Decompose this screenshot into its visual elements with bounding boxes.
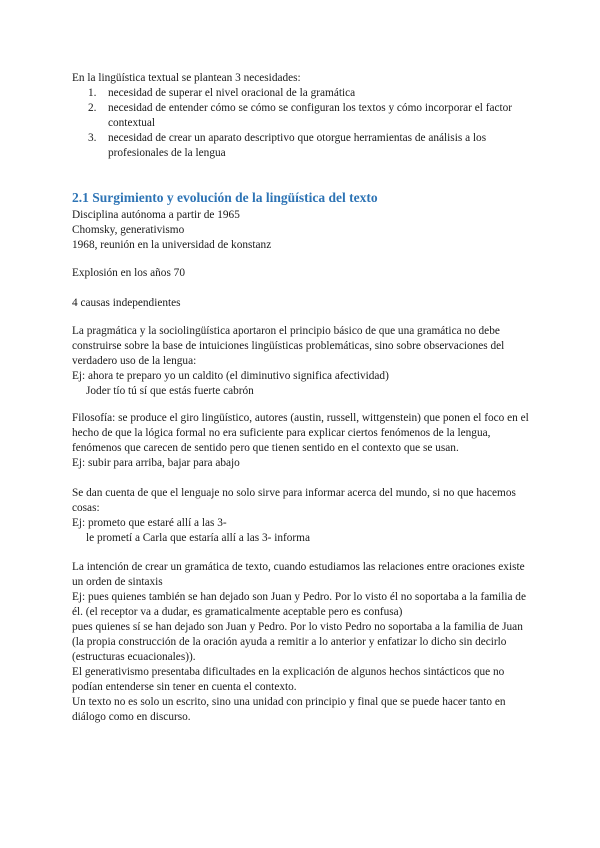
philosophy-example: Ej: subir para arriba, bajar para abajo [72, 457, 240, 469]
explosion-text: Explosión en los años 70 [72, 267, 185, 279]
language-use-text: Se dan cuenta de que el lenguaje no solo sirve para informar acerca del mundo, si no que hacemos cosas: [72, 487, 516, 514]
language-use-example-1: Ej: prometo que estaré allí a las 3- [72, 517, 227, 529]
text-grammar-paragraph: El generativismo presentaba dificultades en la explicación de algunos hechos sintácticos que no podían entenderse sin tener en cuenta el contexto. [72, 666, 505, 693]
causes-text: 4 causas independientes [72, 297, 181, 309]
intro-lead: En la lingüística textual se plantean 3 necesidades: [72, 72, 301, 84]
list-item [72, 101, 532, 131]
pragmatics-example-1: Ej: ahora te preparo yo un caldito (el diminutivo significa afectividad) [72, 370, 389, 382]
text-grammar-paragraph: La intención de crear un gramática de texto, cuando estudiamos las relaciones entre oraciones existe un orden de sintaxis [72, 561, 525, 588]
text-grammar-block [72, 560, 532, 725]
list-number: 1. [88, 87, 97, 99]
list-text: necesidad de entender cómo se cómo se configuran los textos y cómo incorporar el factor contextual [108, 102, 513, 129]
section-line: 1968, reunión en la universidad de konstanz [72, 239, 272, 251]
pragmatics-text: La pragmática y la sociolingüística aportaron el principio básico de que una gramática no debe construirse sobre la base de intuiciones lingüísticas problemáticas, sino sobre observaciones del verdadero uso de la lengua: [72, 325, 505, 367]
text-grammar-paragraph: Un texto no es solo un escrito, sino una unidad con principio y final que se puede hacer tanto en diálogo como en discurso. [72, 696, 506, 723]
pragmatics-block [72, 324, 532, 399]
section-heading: 2.1 Surgimiento y evolución de la lingüística del texto [72, 190, 378, 205]
pragmatics-example-2: Joder tío tú sí que estás fuerte cabrón [86, 385, 254, 397]
list-item [72, 86, 532, 101]
intro-block [72, 71, 532, 161]
section-line: Disciplina autónoma a partir de 1965 [72, 209, 240, 221]
list-text: necesidad de superar el nivel oracional de la gramática [108, 87, 356, 99]
section-line: Chomsky, generativismo [72, 224, 185, 236]
list-number: 3. [88, 132, 97, 144]
list-number: 2. [88, 102, 97, 114]
philosophy-text: Filosofía: se produce el giro lingüístico, autores (austin, russell, wittgenstein) que ponen el foco en el hecho de que la lógica formal no era suficiente para explicar ciertos fenómenos de la lengua, fenómenos que carecen de sentido pero que tienen sentido en el contexto que se usan. [72, 412, 529, 454]
philosophy-block [72, 411, 532, 471]
text-grammar-paragraph: pues quienes sí se han dejado son Juan y Pedro. Por lo visto Pedro no soportaba a la familia de Juan (la propia construcción de la oración ayuda a remitir a lo anterior y enfatizar lo dicho sin decirlo (estructuras ecuacionales)). [72, 621, 523, 663]
text-grammar-paragraph: Ej: pues quienes también se han dejado son Juan y Pedro. Por lo visto él no soportaba a la familia de él. (el receptor va a dudar, es gramaticalmente aceptable pero es confusa) [72, 591, 526, 618]
section-lines [72, 208, 532, 253]
list-item [72, 131, 532, 161]
language-use-block [72, 486, 532, 546]
language-use-example-2: le prometí a Carla que estaría allí a las 3- informa [86, 532, 310, 544]
list-text: necesidad de crear un aparato descriptivo que otorgue herramientas de análisis a los profesionales de la lengua [108, 132, 487, 159]
